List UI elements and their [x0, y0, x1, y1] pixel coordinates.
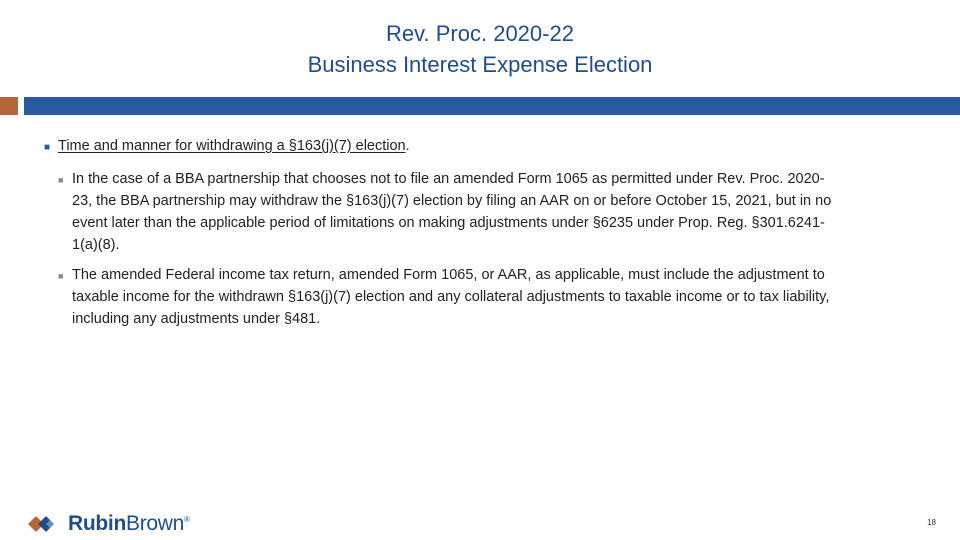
logo-wordmark — [68, 512, 190, 536]
logo-word-brown: Brown — [125, 512, 185, 535]
divider-accent — [0, 97, 18, 115]
title-line-2: Business Interest Expense Election — [307, 52, 653, 77]
sub-bullet-text: In the case of a BBA partnership that chooses not to file an amended Form 1065 as permitted under Rev. Proc. 2020-23, the BBA partnership may withdraw the §163(j)(7) election by filing an AAR on or before October 15, 2021, but in no event later than the applicable period of limitations on making adjustments under §6235 under Prop. Reg. §301.6241-1(a)(8). — [72, 171, 832, 253]
page-number: 18 — [927, 518, 936, 527]
sub-bullet-text: The amended Federal income tax return, amended Form 1065, or AAR, as applicable, must include the adjustment to taxable income for the withdrawn §163(j)(7) election and any collateral adjustments to taxable income or to tax liability, including any adjustments under §481. — [72, 267, 830, 327]
square-bullet-icon: ■ — [58, 271, 64, 281]
sub-bullet-list — [44, 168, 844, 330]
title-line-1: Rev. Proc. 2020-22 — [386, 21, 574, 46]
main-bullet — [44, 136, 844, 158]
rubinbrown-logo — [26, 510, 190, 538]
logo-registered-mark: ® — [184, 515, 190, 524]
content-area — [44, 136, 844, 338]
sub-bullet-item — [58, 264, 844, 330]
square-bullet-icon: ■ — [58, 175, 64, 185]
square-bullet-icon: ■ — [44, 142, 51, 153]
main-bullet-text: Time and manner for withdrawing a §163(j)(7) election — [58, 138, 406, 154]
logo-word-rubin: Rubin — [68, 512, 126, 535]
main-bullet-period: . — [405, 138, 410, 154]
sub-bullet-item — [58, 168, 844, 256]
logo-diamond-icon — [26, 512, 64, 536]
slide-title — [0, 18, 960, 80]
divider-bar — [24, 97, 960, 115]
